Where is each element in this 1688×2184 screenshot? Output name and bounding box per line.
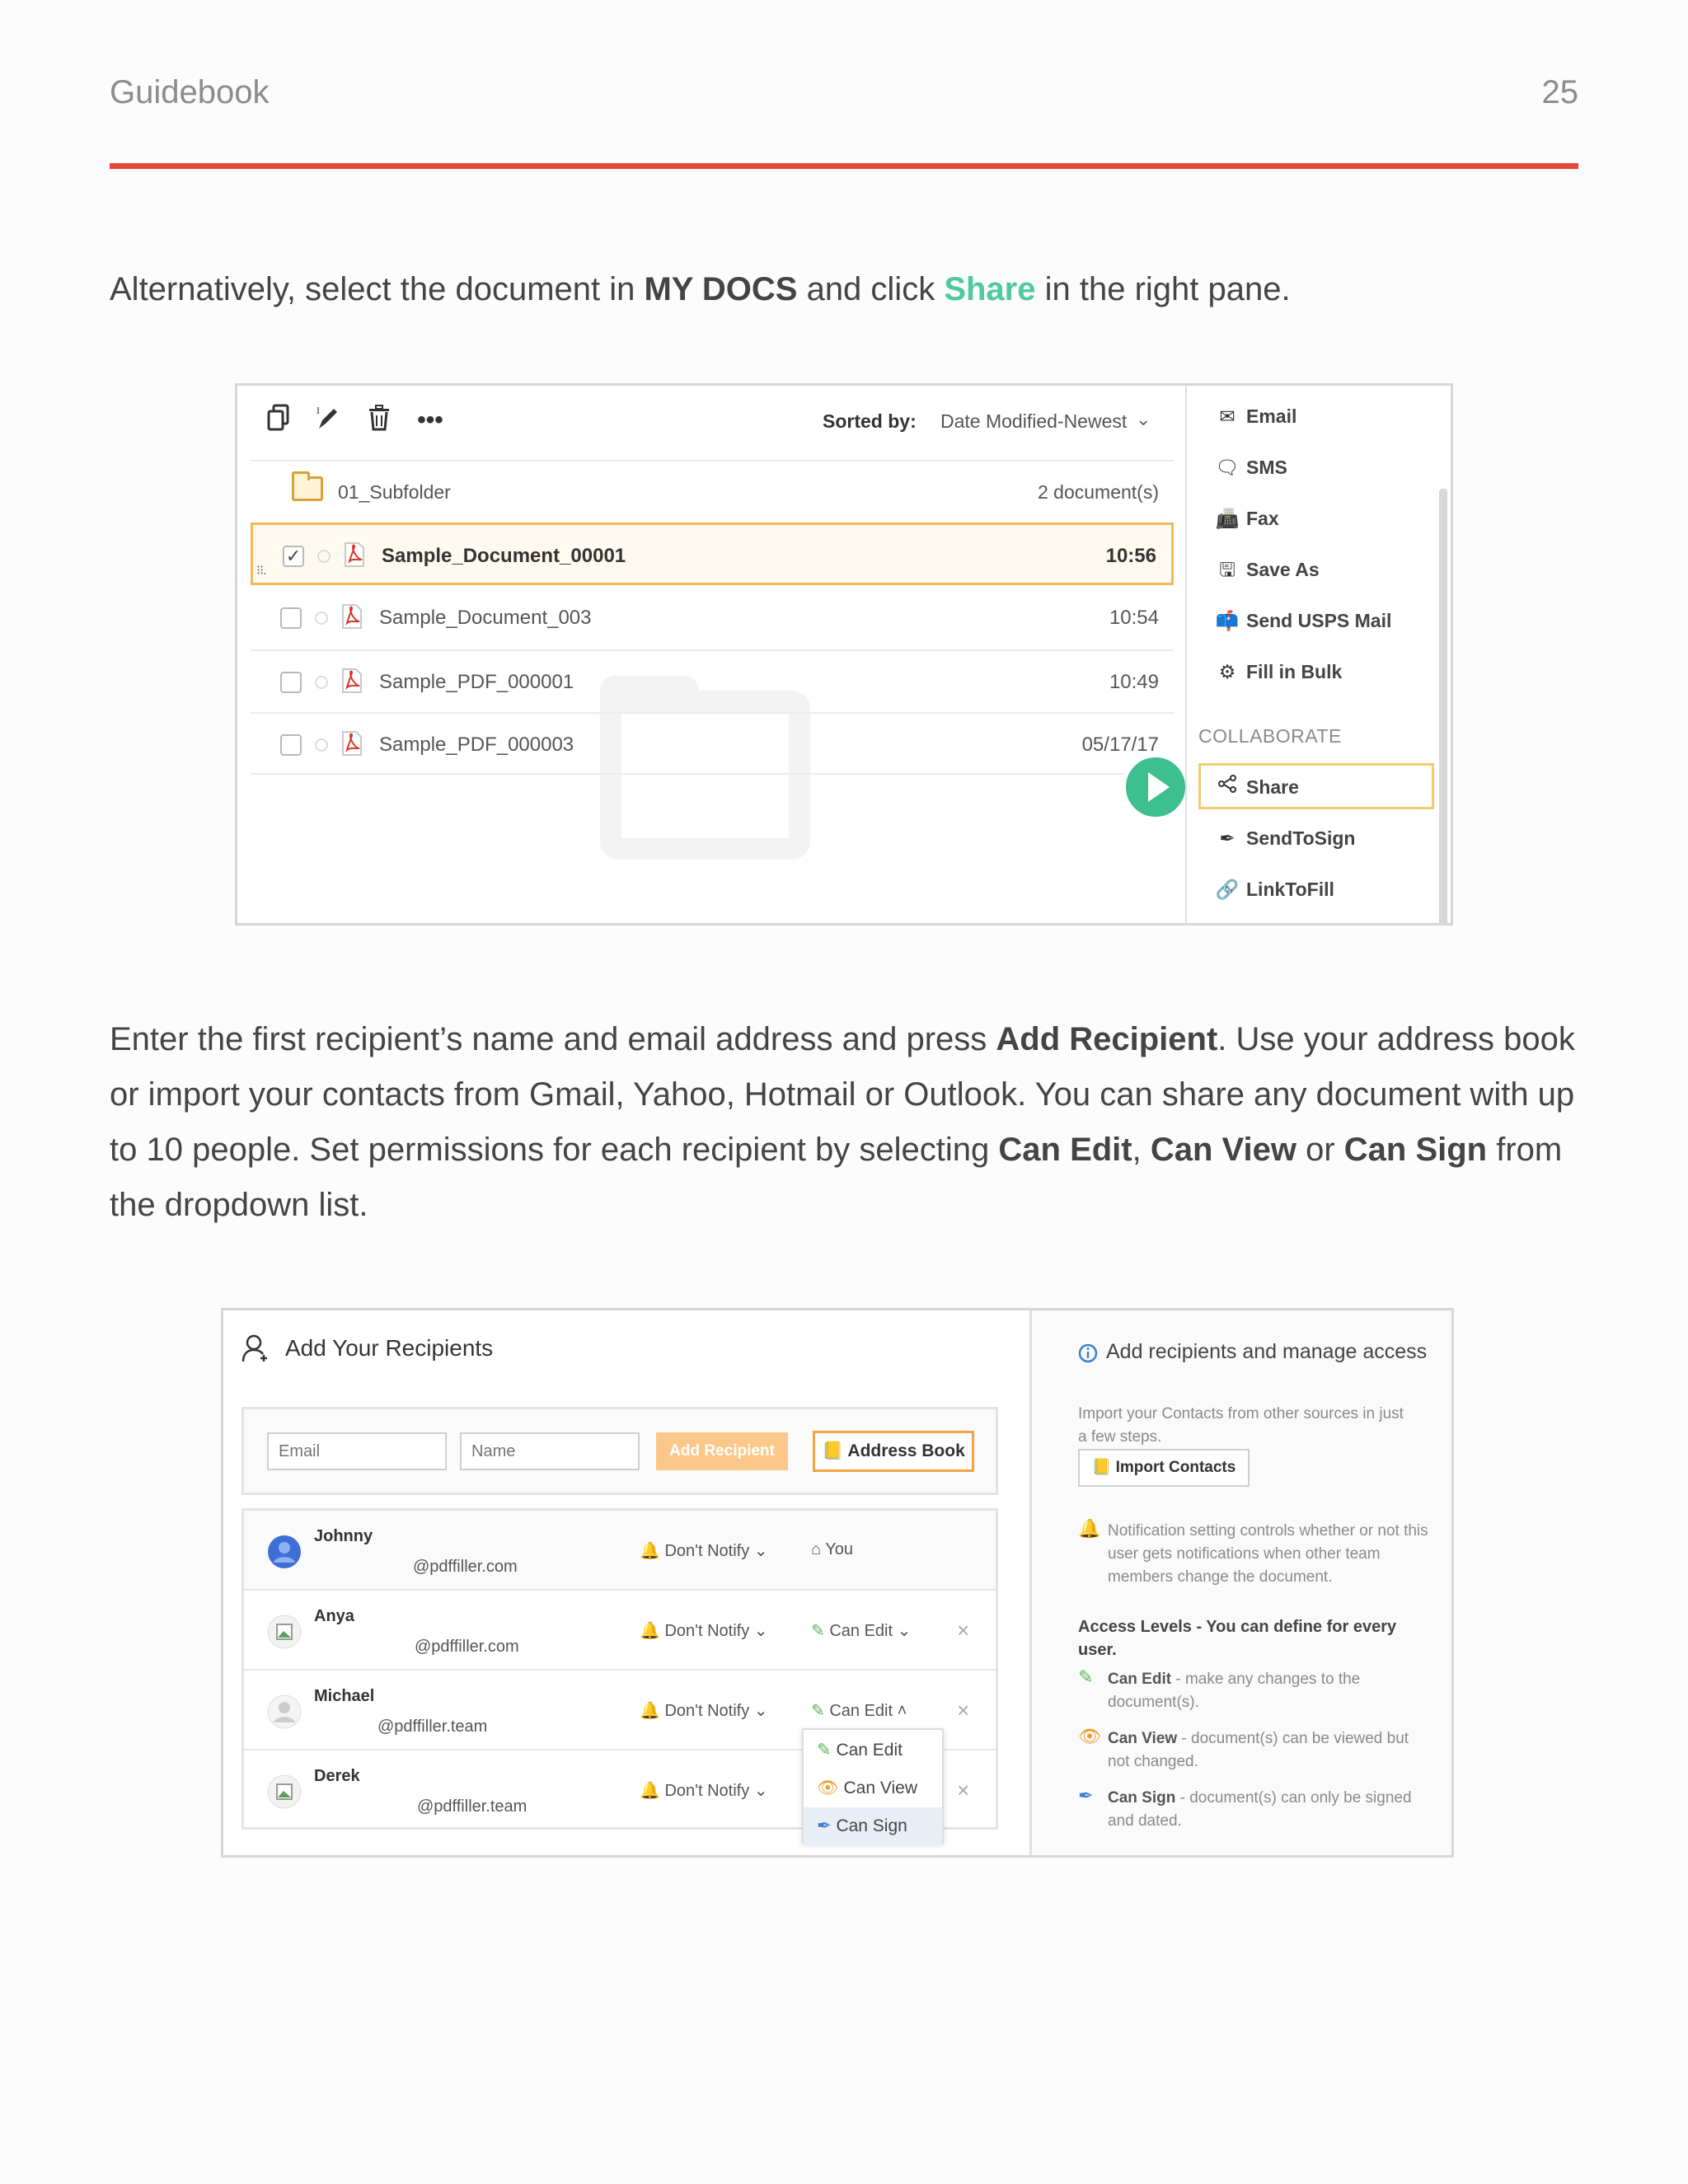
text: or bbox=[1296, 1132, 1344, 1168]
permission-text: You bbox=[825, 1540, 854, 1558]
header-divider bbox=[110, 163, 1578, 169]
address-book-button[interactable] bbox=[813, 1431, 974, 1472]
highlight-share: Share bbox=[944, 271, 1036, 307]
recipient-row bbox=[244, 1591, 996, 1671]
remove-recipient-icon[interactable]: × bbox=[957, 1778, 970, 1802]
import-contacts-button[interactable] bbox=[1078, 1449, 1250, 1487]
chevron-down-icon: ⌄ bbox=[749, 1782, 768, 1800]
avatar bbox=[267, 1774, 302, 1809]
permission-text: Can Edit bbox=[829, 1622, 893, 1640]
action-fill-in-bulk[interactable] bbox=[1215, 658, 1342, 686]
level-desc: - make any changes to the document(s). bbox=[1108, 1671, 1361, 1711]
action-label: LinkToFill bbox=[1246, 879, 1334, 900]
paragraph-share-intro bbox=[110, 262, 1578, 317]
more-options-icon[interactable]: ••• bbox=[417, 406, 443, 434]
notification-help-text: Notification setting controls whether or not this user gets notifications when other team members change the document. bbox=[1108, 1522, 1428, 1586]
bold-add-recipient: Add Recipient bbox=[996, 1021, 1218, 1057]
email-input[interactable] bbox=[267, 1432, 447, 1470]
trash-icon[interactable] bbox=[363, 404, 396, 437]
avatar bbox=[267, 1615, 302, 1649]
quill-pen-icon: ✒ bbox=[1078, 1785, 1094, 1806]
document-row-selected[interactable] bbox=[251, 523, 1174, 585]
recipient-email: @pdffiller.team bbox=[417, 1797, 528, 1816]
text: and click bbox=[797, 271, 945, 307]
bold-can-sign: Can Sign bbox=[1343, 1132, 1488, 1168]
sort-dropdown[interactable]: Date Modified-Newest bbox=[940, 410, 1128, 432]
chevron-up-icon: ˄ bbox=[893, 1702, 907, 1720]
document-time: 10:56 bbox=[1105, 545, 1156, 567]
level-label: Can Edit bbox=[1108, 1671, 1172, 1688]
pdf-file-icon bbox=[341, 668, 363, 694]
notify-dropdown[interactable] bbox=[640, 1700, 768, 1721]
recipient-name: Johnny bbox=[314, 1527, 373, 1545]
recipients-title: Add Your Recipients bbox=[285, 1335, 494, 1361]
recipient-row bbox=[244, 1511, 996, 1591]
level-can-edit bbox=[1108, 1668, 1429, 1714]
chevron-down-icon[interactable]: ⌄ bbox=[1136, 409, 1151, 429]
address-book-icon: 📒 bbox=[822, 1441, 848, 1460]
fax-icon: 📠 bbox=[1215, 508, 1240, 529]
level-can-sign bbox=[1108, 1787, 1429, 1833]
right-action-pane bbox=[1185, 386, 1451, 923]
pencil-icon: ✎ bbox=[1078, 1666, 1094, 1687]
add-recipients-screenshot bbox=[221, 1308, 1454, 1858]
row-checkbox[interactable]: ✓ bbox=[283, 546, 304, 567]
bold-can-view: Can View bbox=[1150, 1132, 1296, 1168]
help-side-pane bbox=[1029, 1310, 1451, 1855]
folder-count: 2 document(s) bbox=[1037, 481, 1159, 503]
notify-label: Don't Notify bbox=[664, 1702, 750, 1720]
side-scrollbar[interactable] bbox=[1439, 489, 1447, 926]
document-name: Sample_Document_003 bbox=[379, 607, 592, 629]
pdf-file-icon bbox=[341, 603, 363, 630]
import-help-text: Import your Contacts from other sources in just a few steps. bbox=[1078, 1405, 1404, 1446]
option-label: Can Sign bbox=[836, 1816, 907, 1835]
bell-icon: 🔔 bbox=[640, 1782, 665, 1800]
action-email[interactable] bbox=[1215, 402, 1296, 430]
pencil-icon: ✎ bbox=[811, 1622, 830, 1640]
drag-handle-icon[interactable]: ⁝⁝. bbox=[256, 564, 266, 578]
eye-icon: 👁 bbox=[1078, 1726, 1101, 1746]
document-row[interactable] bbox=[251, 712, 1174, 775]
option-can-edit[interactable] bbox=[804, 1732, 942, 1769]
row-radio[interactable] bbox=[317, 550, 331, 563]
option-can-sign[interactable] bbox=[804, 1807, 942, 1845]
recipient-name: Michael bbox=[314, 1687, 375, 1705]
address-book-label: Address Book bbox=[847, 1441, 965, 1460]
row-checkbox[interactable] bbox=[280, 607, 302, 629]
notify-label: Don't Notify bbox=[664, 1622, 750, 1640]
import-contacts-label: Import Contacts bbox=[1115, 1459, 1236, 1476]
name-input[interactable] bbox=[460, 1432, 640, 1470]
action-label: SMS bbox=[1246, 457, 1287, 478]
document-time: 05/17/17 bbox=[1081, 733, 1159, 756]
avatar bbox=[267, 1535, 302, 1569]
floppy-disk-icon: 🖫 bbox=[1219, 559, 1236, 580]
action-save-as[interactable] bbox=[1215, 555, 1320, 583]
sorted-by-label: Sorted by: bbox=[823, 410, 917, 432]
action-share[interactable] bbox=[1215, 773, 1299, 801]
info-icon bbox=[1078, 1343, 1098, 1363]
pdf-file-icon bbox=[344, 541, 365, 568]
text: Alternatively, select the document in bbox=[110, 271, 645, 307]
notify-label: Don't Notify bbox=[664, 1782, 750, 1800]
user-add-icon bbox=[241, 1333, 270, 1363]
level-desc: - document(s) can only be signed and dated. bbox=[1108, 1789, 1412, 1830]
action-label: SendToSign bbox=[1246, 827, 1356, 849]
bold-can-edit: Can Edit bbox=[998, 1132, 1132, 1168]
copy-icon[interactable] bbox=[262, 404, 295, 437]
action-label: Fill in Bulk bbox=[1246, 661, 1343, 682]
notify-dropdown[interactable] bbox=[640, 1620, 768, 1641]
text: , bbox=[1132, 1132, 1151, 1168]
action-label: Share bbox=[1246, 776, 1299, 798]
remove-recipient-icon[interactable]: × bbox=[957, 1698, 970, 1722]
page-number: 25 bbox=[1541, 74, 1578, 110]
text: in the right pane. bbox=[1035, 271, 1291, 307]
option-label: Can Edit bbox=[836, 1741, 903, 1760]
action-label: Save As bbox=[1246, 559, 1320, 580]
notify-label: Don't Notify bbox=[664, 1542, 750, 1560]
folder-row[interactable] bbox=[251, 460, 1174, 523]
recipient-name: Anya bbox=[314, 1607, 354, 1625]
permission-dropdown-menu bbox=[802, 1728, 944, 1844]
quill-pen-icon: ✒ bbox=[1219, 827, 1236, 849]
permission-text: Can Edit bbox=[829, 1702, 893, 1720]
text: Enter the first recipient’s name and email address and press bbox=[110, 1021, 996, 1057]
option-can-view[interactable] bbox=[804, 1769, 942, 1807]
chevron-down-icon: ⌄ bbox=[893, 1622, 912, 1640]
recipients-pane bbox=[223, 1310, 1029, 1855]
paragraph-add-recipient bbox=[110, 1012, 1578, 1233]
home-icon: ⌂ bbox=[811, 1540, 826, 1558]
text: . Use your address book or import your contacts from Gmail, Yahoo, Hotmail or Outlook. You can share any document with up to 10 people. Set permissions for each recipient by selecting bbox=[110, 1021, 1575, 1168]
permission-dropdown[interactable] bbox=[811, 1620, 911, 1641]
row-checkbox[interactable] bbox=[280, 734, 302, 756]
link-icon: 🔗 bbox=[1215, 879, 1240, 900]
action-label: Email bbox=[1246, 405, 1297, 427]
bell-icon: 🔔 bbox=[640, 1542, 665, 1560]
folder-icon bbox=[292, 476, 323, 501]
chat-bubble-icon: 🗨 bbox=[1215, 457, 1240, 478]
level-can-view bbox=[1108, 1727, 1429, 1774]
avatar bbox=[267, 1694, 302, 1729]
help-title: Add recipients and manage access bbox=[1106, 1340, 1428, 1363]
recipient-name: Derek bbox=[314, 1767, 360, 1785]
remove-recipient-icon[interactable]: × bbox=[957, 1618, 970, 1643]
mailbox-icon: 📫 bbox=[1215, 610, 1240, 631]
level-desc: - document(s) can be viewed but not changed. bbox=[1108, 1730, 1409, 1770]
action-fax[interactable] bbox=[1215, 504, 1279, 532]
option-label: Can View bbox=[843, 1779, 917, 1797]
bold-my-docs: MY DOCS bbox=[644, 271, 798, 307]
rename-pencil-icon[interactable] bbox=[312, 404, 345, 437]
level-label: Can View bbox=[1108, 1730, 1178, 1747]
document-list-pane bbox=[237, 386, 1185, 923]
eye-icon: 👁 bbox=[817, 1779, 844, 1797]
quill-pen-icon: ✒ bbox=[817, 1816, 837, 1835]
pencil-icon: ✎ bbox=[811, 1702, 830, 1720]
document-time: 10:49 bbox=[1109, 671, 1159, 693]
permission-label bbox=[811, 1540, 853, 1559]
action-label: Send USPS Mail bbox=[1246, 610, 1392, 631]
pdf-file-icon bbox=[341, 730, 363, 757]
action-send-to-sign[interactable] bbox=[1215, 824, 1355, 852]
pointer-arrow-icon bbox=[1123, 754, 1189, 820]
notify-dropdown[interactable] bbox=[640, 1540, 768, 1561]
share-icon bbox=[1215, 773, 1240, 801]
permission-dropdown[interactable] bbox=[811, 1700, 907, 1721]
address-book-icon: 📒 bbox=[1091, 1459, 1116, 1476]
bell-icon: 🔔 bbox=[1078, 1518, 1101, 1539]
text: from the dropdown list. bbox=[110, 1132, 1563, 1223]
document-name: Sample_Document_00001 bbox=[382, 545, 626, 567]
action-sms[interactable] bbox=[1215, 453, 1287, 481]
recipient-email: @pdffiller.com bbox=[415, 1638, 519, 1656]
action-link-to-fill[interactable] bbox=[1215, 875, 1334, 903]
gear-icon: ⚙ bbox=[1218, 661, 1236, 682]
my-docs-screenshot bbox=[235, 383, 1453, 926]
collaborate-heading: COLLABORATE bbox=[1198, 725, 1342, 747]
document-row[interactable] bbox=[251, 649, 1174, 712]
row-radio[interactable] bbox=[315, 738, 328, 752]
document-time: 10:54 bbox=[1109, 607, 1159, 629]
row-radio[interactable] bbox=[315, 612, 328, 625]
document-name: Sample_PDF_000001 bbox=[379, 671, 574, 693]
row-checkbox[interactable] bbox=[280, 672, 302, 693]
page-header-title: Guidebook bbox=[110, 74, 270, 110]
row-radio[interactable] bbox=[315, 676, 328, 689]
folder-name: 01_Subfolder bbox=[338, 481, 451, 503]
add-recipient-button[interactable]: Add Recipient bbox=[656, 1432, 788, 1470]
chevron-down-icon: ⌄ bbox=[749, 1542, 768, 1560]
envelope-icon: ✉ bbox=[1219, 405, 1236, 427]
svg-text:I: I bbox=[316, 405, 320, 416]
access-levels-heading: Access Levels - You can define for every user. bbox=[1078, 1618, 1397, 1659]
chevron-down-icon: ⌄ bbox=[749, 1702, 768, 1720]
recipient-email: @pdffiller.com bbox=[413, 1558, 518, 1576]
add-recipient-form bbox=[241, 1407, 998, 1495]
bell-icon: 🔔 bbox=[640, 1622, 665, 1640]
level-label: Can Sign bbox=[1108, 1789, 1176, 1807]
action-label: Fax bbox=[1246, 508, 1279, 529]
document-name: Sample_PDF_000003 bbox=[379, 733, 574, 756]
document-row[interactable] bbox=[251, 587, 1174, 649]
notify-dropdown[interactable] bbox=[640, 1780, 768, 1801]
bell-icon: 🔔 bbox=[640, 1702, 665, 1720]
recipient-email: @pdffiller.team bbox=[377, 1718, 488, 1736]
action-send-usps-mail[interactable] bbox=[1215, 607, 1391, 635]
pencil-icon: ✎ bbox=[817, 1741, 837, 1760]
chevron-down-icon: ⌄ bbox=[749, 1622, 768, 1640]
